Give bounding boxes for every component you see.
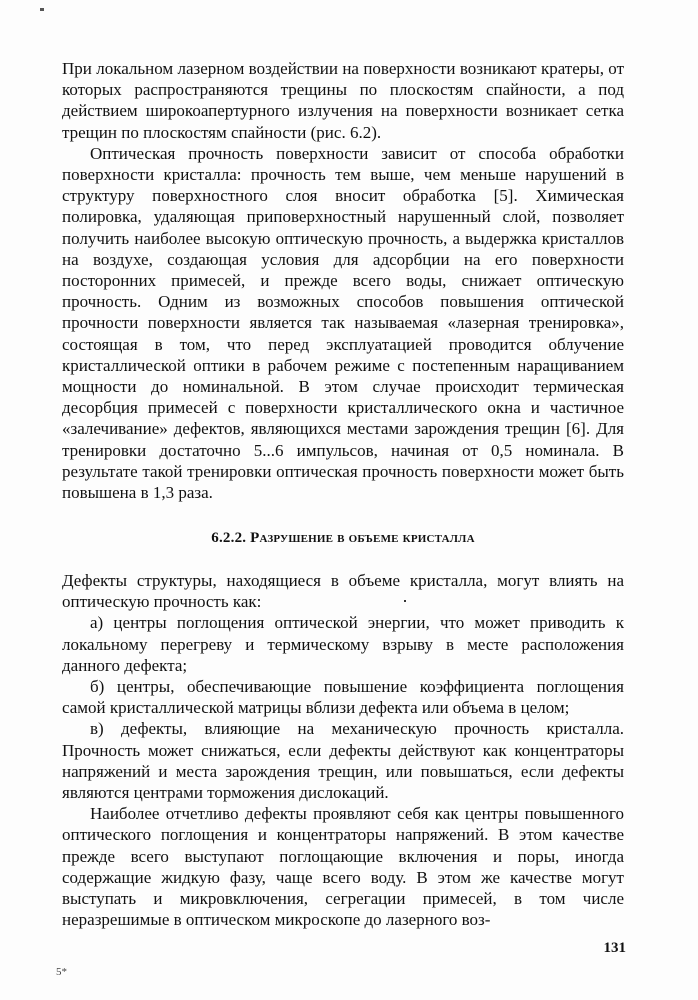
list-item-a: а) центры поглощения оптической энергии, что может приводить к локальному перегреву и термическому взрыву в месте расположения данного дефекта; xyxy=(62,613,624,675)
text-block-top xyxy=(62,58,624,503)
scan-speck xyxy=(40,8,44,11)
section-heading: 6.2.2. Разрушение в объеме кристалла xyxy=(211,530,475,546)
page-number: 131 xyxy=(603,940,626,956)
paragraph-surface-strength: Оптическая прочность поверхности зависит от способа обработки поверхности кристалла: прочность тем выше, чем меньше нарушений в структуру поверхностного слоя вносит обработка [5]. Химическая полировка, удаляющая приповерхностный нарушенный слой, позволяет получить наиболее высокую оптическую прочность, а выдержка кристаллов на воздухе, создающая условия для адсорбции на его поверхности посторонних примесей, и прежде всего воды, снижает оптическую прочность. Одним из возможных способов повышения оптической прочности поверхности является так называемая «лазерная тренировка», состоящая в том, что перед эксплуатацией проводится облучение кристаллической оптики в рабочем режиме с постепенным наращиванием мощности до номинальной. В этом случае происходит термическая десорбция примесей с поверхности кристаллического окна и частичное «залечивание» дефектов, являющихся местами зарождения трещин [6]. Для тренировки достаточно 5...6 импульсов, начиная от 0,5 номинала. В результате такой тренировки оптическая прочность поверхности может быть повышена в 1,3 раза. xyxy=(62,143,624,503)
list-item-c: в) дефекты, влияющие на механическую прочность кристалла. Прочность может снижаться, если дефекты действуют как концентраторы напряжений и места зарождения трещин, или повышаться, если дефекты являются центрами торможения дислокаций. xyxy=(62,719,624,803)
paragraph-defects-centers: Наиболее отчетливо дефекты проявляют себя как центры повышенного оптического поглощения и концентраторы напряжений. В этом качестве прежде всего выступают поглощающие включения и поры, иногда содержащие жидкую фазу, чаще всего воду. В этом же качестве могут выступать и микровключения, сегрегации примесей, в том числе неразрешимые в оптическом микроскопе до лазерного воз- xyxy=(62,804,624,930)
paragraph-craters: При локальном лазерном воздействии на поверхности возникают кратеры, от которых распространяются трещины по плоскостям спайности, а под действием широкоапертурного излучения на поверхности возникает сетка трещин по плоскостям спайности (рис. 6.2). xyxy=(62,59,624,142)
paragraph-defects-intro: Дефекты структуры, находящиеся в объеме кристалла, могут влиять на оптическую прочность как: xyxy=(62,571,624,612)
signature-mark: 5* xyxy=(56,966,67,978)
text-block-bottom xyxy=(62,570,624,930)
list-item-b: б) центры, обеспечивающие повышение коэффициента поглощения самой кристаллической матрицы вблизи дефекта или объема в целом; xyxy=(62,677,624,718)
